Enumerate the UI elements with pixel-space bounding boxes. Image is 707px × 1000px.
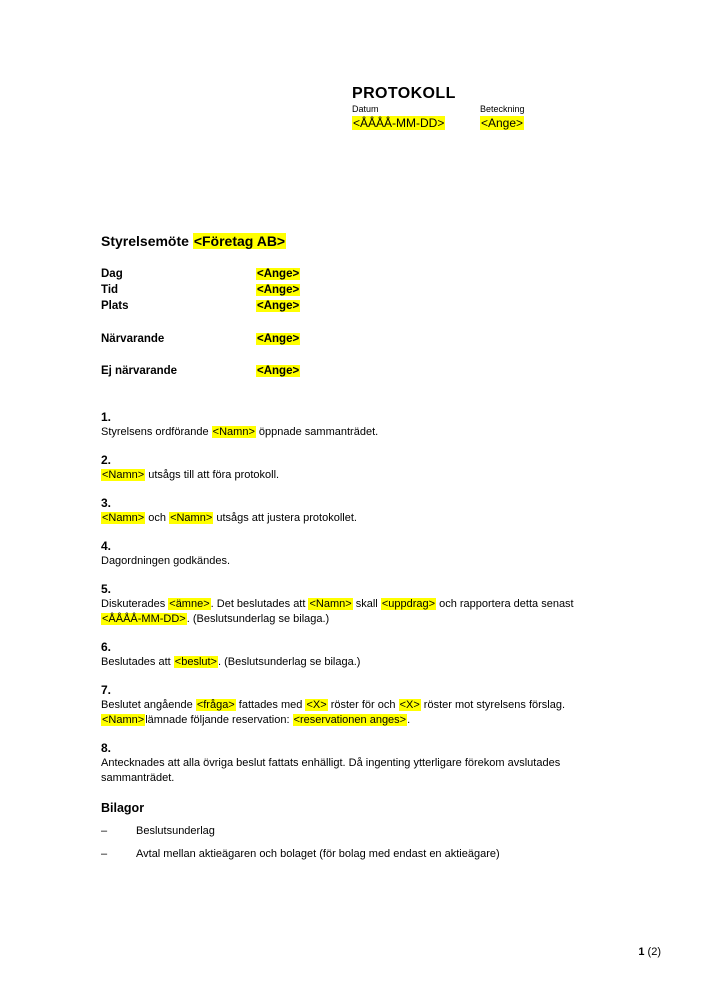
sections	[101, 410, 615, 786]
header-field	[352, 104, 480, 130]
placeholder-field[interactable]: <Ange>	[257, 284, 300, 296]
section-item	[101, 640, 615, 670]
info-row	[101, 266, 615, 282]
info-row	[101, 282, 615, 298]
text-run: skall	[352, 598, 381, 610]
text-run: öppnade sammanträdet.	[255, 426, 379, 438]
info-row	[101, 363, 615, 379]
placeholder-field[interactable]: <uppdrag>	[381, 598, 436, 610]
placeholder-field[interactable]: <Ange>	[257, 365, 300, 377]
header-field-label: Beteckning	[480, 104, 525, 114]
document-header	[352, 85, 608, 130]
section-text	[101, 756, 615, 786]
text-run: . (Beslutsunderlag se bilaga.)	[186, 613, 330, 625]
meeting-title	[101, 232, 615, 250]
text-run: Dagordningen godkändes.	[101, 555, 231, 567]
section-item	[101, 410, 615, 440]
placeholder-field[interactable]: <fråga>	[196, 699, 235, 711]
company-placeholder-field[interactable]: <Företag AB>	[193, 233, 286, 249]
section-text	[101, 425, 615, 440]
text-run: och	[145, 512, 170, 524]
text-run: Diskuterades	[101, 598, 169, 610]
info-row-value	[256, 331, 300, 347]
section-number: 3.	[101, 496, 112, 510]
info-row	[101, 298, 615, 314]
info-row-label: Dag	[101, 268, 123, 280]
header-field	[480, 104, 608, 130]
section-item	[101, 496, 615, 526]
attachments-heading: Bilagor	[101, 801, 145, 815]
section-text	[101, 554, 615, 569]
placeholder-field[interactable]: <Namn>	[170, 512, 213, 524]
info-row-label: Tid	[101, 284, 119, 296]
info-row-value	[256, 282, 300, 298]
placeholder-field[interactable]: <Namn>	[102, 714, 145, 726]
section-item	[101, 453, 615, 483]
info-row-label: Närvarande	[101, 333, 165, 345]
text-run: . Det beslutades att	[210, 598, 309, 610]
placeholder-field[interactable]: <X>	[399, 699, 420, 711]
info-row-value	[256, 298, 300, 314]
page-number-total: (2)	[647, 946, 661, 958]
section-text	[101, 511, 615, 526]
placeholder-field[interactable]: <reservationen anges>	[293, 714, 407, 726]
placeholder-field[interactable]: <Ange>	[257, 333, 300, 345]
section-text	[101, 698, 615, 728]
info-row-label: Plats	[101, 300, 129, 312]
placeholder-field[interactable]: <ÅÅÅÅ-MM-DD>	[353, 116, 445, 130]
document-title: PROTOKOLL	[352, 85, 456, 102]
section-number: 7.	[101, 683, 112, 697]
section-text	[101, 468, 615, 483]
text-run: . (Beslutsunderlag se bilaga.)	[217, 656, 361, 668]
placeholder-field[interactable]: <Namn>	[102, 469, 145, 481]
section-number: 2.	[101, 453, 112, 467]
section-number: 4.	[101, 539, 112, 553]
placeholder-field[interactable]: <ÅÅÅÅ-MM-DD>	[102, 613, 186, 625]
text-run: röster för och	[327, 699, 399, 711]
text-run: fattades med	[235, 699, 306, 711]
text-run: Beslutet angående	[101, 699, 196, 711]
info-row-label: Ej närvarande	[101, 365, 178, 377]
section-text	[101, 597, 615, 627]
header-field-value	[352, 116, 480, 130]
section-number: 5.	[101, 582, 112, 596]
document-body	[101, 232, 615, 862]
attachment-label: Beslutsunderlag	[136, 825, 215, 837]
placeholder-field[interactable]: <beslut>	[174, 656, 217, 668]
text-run: och rapportera detta senast	[436, 598, 574, 610]
attachments	[101, 800, 615, 862]
text-run: utsågs till att föra protokoll.	[145, 469, 280, 481]
placeholder-field[interactable]: <Namn>	[309, 598, 352, 610]
dash-bullet: –	[101, 825, 108, 837]
placeholder-field[interactable]: <X>	[306, 699, 327, 711]
text-run: Antecknades att alla övriga beslut fattats enhälligt. Då ingenting ytterligare förekom avslutades sammanträdet.	[101, 757, 561, 784]
text-run: .	[407, 714, 411, 726]
section-number: 1.	[101, 410, 112, 424]
page-number-current: 1	[638, 946, 645, 958]
placeholder-field[interactable]: <Namn>	[212, 426, 255, 438]
attachment-item	[101, 847, 615, 862]
text-run: Styrelsens ordförande	[101, 426, 212, 438]
attachment-list	[101, 824, 615, 862]
dash-bullet: –	[101, 848, 108, 860]
placeholder-field[interactable]: <Ange>	[481, 116, 524, 130]
text-run: röster mot styrelsens förslag.	[420, 699, 566, 711]
meeting-info	[101, 266, 615, 379]
section-item	[101, 683, 615, 728]
section-item	[101, 741, 615, 786]
info-row-value	[256, 266, 300, 282]
section-number: 6.	[101, 640, 112, 654]
meeting-title-text: Styrelsemöte	[101, 233, 193, 249]
section-text	[101, 655, 615, 670]
text-run: lämnade följande reservation:	[145, 714, 293, 726]
section-item	[101, 582, 615, 627]
placeholder-field[interactable]: <Namn>	[102, 512, 145, 524]
placeholder-field[interactable]: <Ange>	[257, 268, 300, 280]
header-field-label: Datum	[352, 104, 379, 114]
text-run: Beslutades att	[101, 656, 174, 668]
placeholder-field[interactable]: <Ange>	[257, 300, 300, 312]
header-field-value	[480, 116, 608, 130]
info-row-value	[256, 363, 300, 379]
text-run: utsågs att justera protokollet.	[213, 512, 357, 524]
section-number: 8.	[101, 741, 112, 755]
section-item	[101, 539, 615, 569]
info-row	[101, 331, 615, 347]
page-number	[638, 946, 661, 959]
attachment-label: Avtal mellan aktieägaren och bolaget (för bolag med endast en aktieägare)	[136, 848, 500, 860]
placeholder-field[interactable]: <ämne>	[169, 598, 210, 610]
attachment-item	[101, 824, 615, 839]
header-fields	[352, 104, 608, 130]
